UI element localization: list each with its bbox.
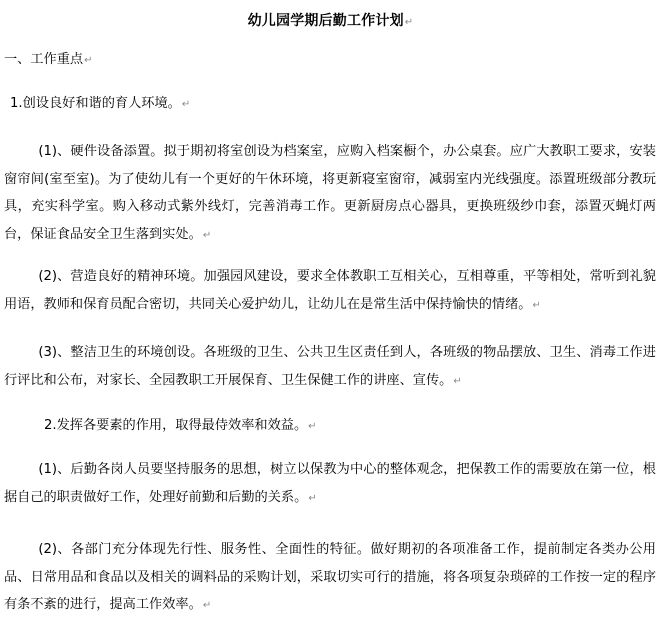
item-heading-text: 2.发挥各要素的作用，取得最侍效率和效益。 xyxy=(44,418,308,433)
document-title: 幼儿园学期后勤工作计划 xyxy=(247,13,404,29)
paragraph-mark-icon: ↵ xyxy=(202,229,212,241)
document-title-line xyxy=(0,10,661,30)
section-heading-text: 一、工作重点 xyxy=(4,52,84,67)
section-heading xyxy=(4,52,93,69)
paragraph-text: (2)、营造良好的精神环境。加强园风建设，要求全体教职工互相关心，互相尊重，平等相处，常听到礼貌用语，教师和保育员配合密切，共同关心爱护幼儿，让幼儿在是常生活中保持愉快的情绪。 xyxy=(4,269,656,312)
paragraph-mark-icon: ↵ xyxy=(84,55,93,66)
paragraph-text: (1)、硬件设备添置。拟于期初将室创设为档案室，应购入档案橱个，办公桌套。应广大教职工要求，安装窗帘间(室至室)。为了使幼儿有一个更好的午休环境，将更新寝室窗帘，减弱室内光线强度。添置班级部分教玩具，充实科学室。购入移动式紫外线灯，完善消毒工作。更新厨房点心器具，更换班级纱巾套，添置灭蝇灯两台，保证食品安全卫生落到实处。 xyxy=(4,144,656,242)
paragraph-mark-icon: ↵ xyxy=(404,17,414,28)
paragraph-mark-icon: ↵ xyxy=(532,299,541,311)
item-heading xyxy=(10,96,190,113)
paragraph-mark-icon: ↵ xyxy=(308,421,317,432)
paragraph-text: (2)、各部门充分体现先行性、服务性、全面性的特征。做好期初的各项准备工作，提前制定各类办公用品、日常用品和食品以及相关的调料品的采购计划，采取切实可行的措施，将各项复杂琐碎的工作按一定的程序有条不紊的进行，提高工作效率。 xyxy=(4,542,656,612)
item-heading-text: 1.创设良好和谐的育人环境。 xyxy=(10,96,181,111)
paragraph-mark-icon: ↵ xyxy=(453,375,462,387)
paragraph-text: (3)、整洁卫生的环境创设。各班级的卫生、公共卫生区责任到人，各班级的物品摆放、卫生、消毒工作进行评比和公布，对家长、全园教职工开展保育、卫生保健工作的讲座、宣传。 xyxy=(4,345,656,388)
paragraph-text: (1)、后勤各岗人员要坚持服务的思想，树立以保教为中心的整体观念，把保教工作的需要放在第一位，根据自己的职责做好工作，处理好前勤和后勤的关系。 xyxy=(4,462,656,505)
paragraph xyxy=(4,138,656,249)
paragraph-mark-icon: ↵ xyxy=(202,600,212,611)
paragraph xyxy=(4,339,656,395)
paragraph-mark-icon: ↵ xyxy=(181,99,191,110)
paragraph xyxy=(4,456,656,512)
paragraph-mark-icon: ↵ xyxy=(308,492,317,504)
paragraph xyxy=(4,536,656,620)
paragraph xyxy=(4,263,656,319)
item-heading xyxy=(44,418,317,435)
